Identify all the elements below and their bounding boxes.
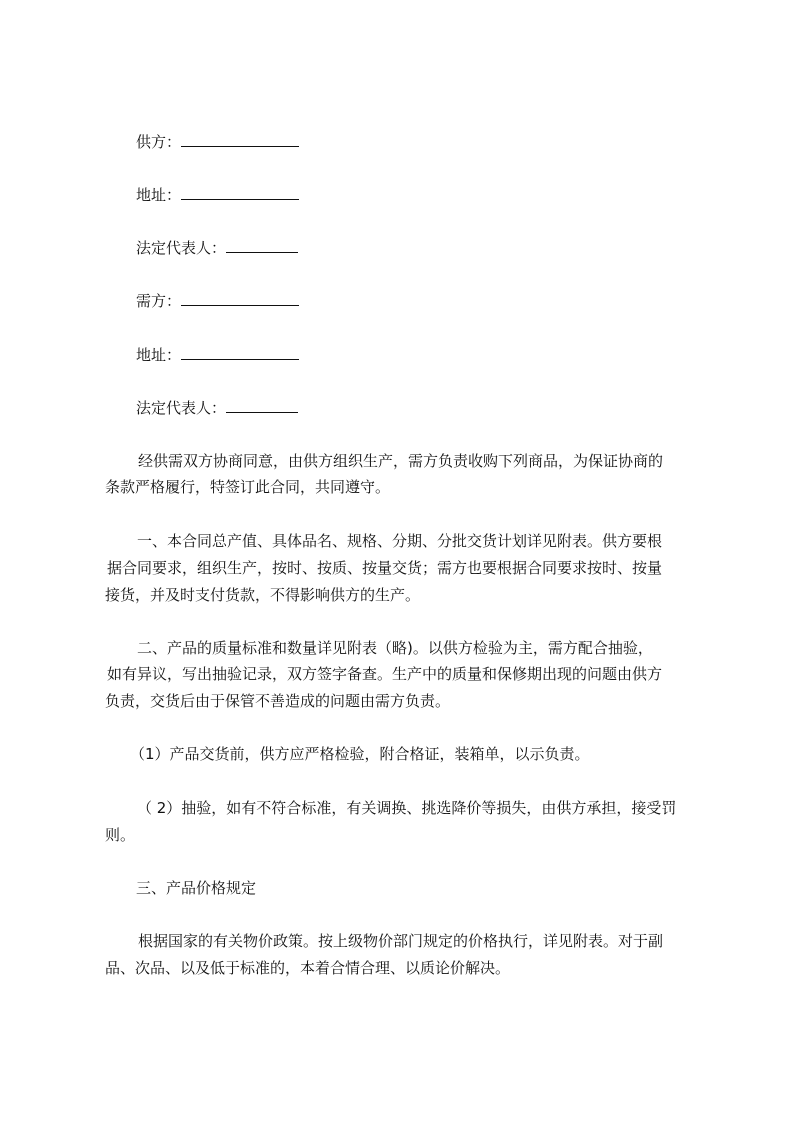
buyer-label: 需方：	[136, 292, 182, 310]
buyer-blank[interactable]	[181, 290, 299, 306]
supplier-blank[interactable]	[181, 131, 299, 147]
clause-2-line-3: 负责，交货后由于保管不善造成的问题由需方负责。	[105, 692, 451, 710]
clause-1-line-2: 据合同要求，组织生产，按时、按质、按量交货；需方也要根据合同要求按时、按量	[107, 559, 663, 577]
supplier-address-blank[interactable]	[181, 184, 299, 200]
intro-line-1: 经供需双方协商同意，由供方组织生产，需方负责收购下列商品，为保证协商的	[138, 452, 664, 470]
clause-3-title: 三、产品价格规定	[136, 879, 257, 897]
clause-1-line-1: 一、本合同总产值、具体品名、规格、分期、分批交货计划详见附表。供方要根	[137, 532, 663, 550]
buyer-field	[136, 290, 299, 310]
supplier-address-field	[136, 184, 299, 204]
item-1-line: （1）产品交货前，供方应严格检验，附合格证，装箱单，以示负责。	[130, 745, 590, 763]
buyer-address-label: 地址：	[136, 346, 182, 364]
item-2-line-2: 则。	[105, 826, 136, 844]
supplier-legal-rep-blank[interactable]	[226, 237, 298, 253]
supplier-legal-rep-label: 法定代表人：	[136, 239, 227, 257]
clause-3-line-2: 品、次品、以及低于标准的，本着合情合理、以质论价解决。	[105, 959, 511, 977]
buyer-address-field	[136, 344, 299, 364]
buyer-legal-rep-label: 法定代表人：	[136, 399, 227, 417]
clause-2-line-1: 二、产品的质量标准和数量详见附表（略)。以供方检验为主，需方配合抽验，	[137, 639, 653, 657]
clause-2-line-2: 如有异议，写出抽验记录，双方签字备查。生产中的质量和保修期出现的问题由供方	[107, 665, 663, 683]
supplier-address-label: 地址：	[136, 186, 182, 204]
buyer-legal-rep-field	[136, 397, 298, 417]
buyer-address-blank[interactable]	[181, 344, 299, 360]
supplier-field	[136, 131, 299, 151]
supplier-label: 供方：	[136, 133, 182, 151]
clause-3-line-1: 根据国家的有关物价政策。按上级物价部门规定的价格执行，详见附表。对于副	[138, 932, 664, 950]
supplier-legal-rep-field	[136, 237, 298, 257]
buyer-legal-rep-blank[interactable]	[226, 397, 298, 413]
clause-1-line-3: 接货，并及时支付货款，不得影响供方的生产。	[105, 586, 421, 604]
intro-line-2: 条款严格履行，特签订此合同，共同遵守。	[105, 478, 391, 496]
item-2-line-1: （ 2）抽验，如有不符合标准，有关调换、挑选降价等损失，由供方承担，接受罚	[137, 799, 677, 817]
